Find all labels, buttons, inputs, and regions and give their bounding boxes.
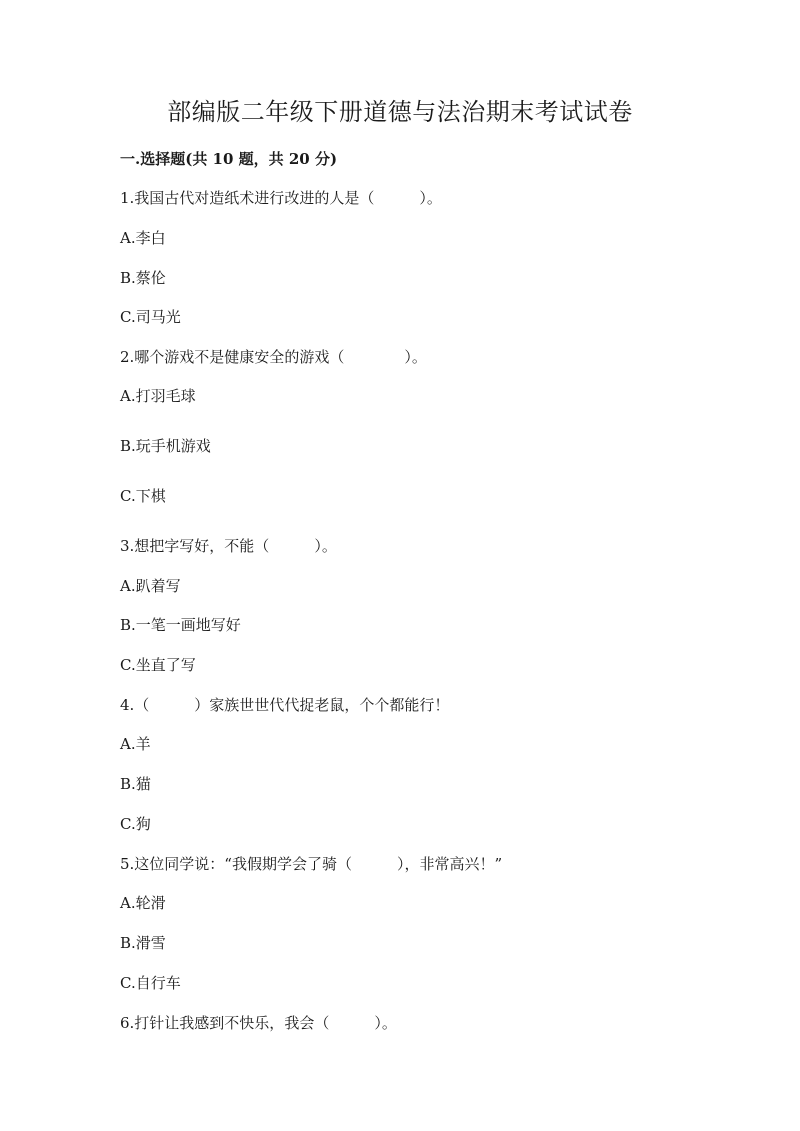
question-3-option-b: B.一笔一画地写好	[120, 616, 241, 634]
question-2-stem: 2.哪个游戏不是健康安全的游戏（ ）。	[120, 348, 427, 366]
question-3-stem: 3.想把字写好，不能（ ）。	[120, 537, 337, 555]
question-2-option-a: A.打羽毛球	[120, 387, 196, 405]
page-title: 部编版二年级下册道德与法治期末考试试卷	[167, 98, 633, 126]
question-2-option-b: B.玩手机游戏	[120, 437, 211, 455]
section-heading: 一.选择题(共 10 题，共 20 分)	[120, 150, 338, 168]
question-1-option-a: A.李白	[120, 229, 166, 247]
question-3-option-a: A.趴着写	[120, 577, 181, 595]
question-4-option-c: C.狗	[120, 815, 151, 833]
question-5-option-b: B.滑雪	[120, 934, 166, 952]
question-4-stem: 4.（ ）家族世世代代捉老鼠，个个都能行！	[120, 696, 450, 714]
question-1-stem: 1.我国古代对造纸术进行改进的人是（ ）。	[120, 189, 442, 207]
question-2-option-c: C.下棋	[120, 487, 166, 505]
question-3-option-c: C.坐直了写	[120, 656, 196, 674]
question-1-option-c: C.司马光	[120, 308, 181, 326]
question-4-option-a: A.羊	[120, 735, 151, 753]
question-4-option-b: B.猫	[120, 775, 151, 793]
question-5-option-a: A.轮滑	[120, 894, 166, 912]
question-5-stem: 5.这位同学说：“我假期学会了骑（ ），非常高兴！”	[120, 855, 503, 873]
question-6-stem: 6.打针让我感到不快乐，我会（ ）。	[120, 1014, 397, 1032]
question-1-option-b: B.蔡伦	[120, 269, 166, 287]
question-5-option-c: C.自行车	[120, 974, 181, 992]
